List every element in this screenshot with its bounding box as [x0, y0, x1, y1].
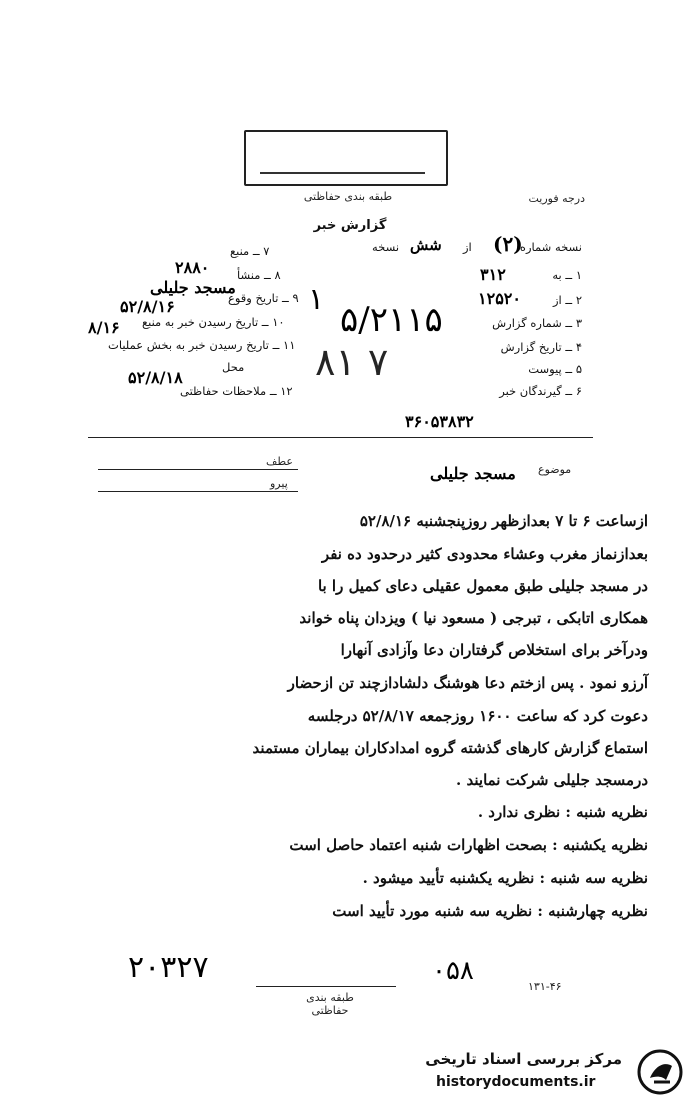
section-divider — [88, 437, 593, 438]
event-date-value: ۵۲/۸/۱۶ — [120, 297, 175, 316]
event-date-label: ۹ ــ تاریخ وقوع — [228, 291, 299, 305]
copies-of-label: از — [463, 240, 472, 254]
source-value: ۲۸۸۰ — [175, 258, 210, 277]
follow-label: پیرو — [270, 477, 288, 490]
body-line: استماع گزارش کارهای گذشته گروه امدادکاران بیماران مستمند — [252, 739, 648, 757]
footer-rule — [256, 986, 396, 987]
watermark-org-name: مرکز بررسی اسناد تاریخی — [425, 1050, 622, 1068]
body-line: بعدازنماز مغرب وعشاء محدودی کثیر درحدود ده نفر — [321, 545, 648, 563]
classification-stamp — [244, 130, 448, 186]
body-line: درمسجد جلیلی شرکت نمایند . — [456, 771, 648, 789]
body-line: دعوت کرد که ساعت ۱۶۰۰ روزجمعه ۵۲/۸/۱۷ درجلسه — [307, 707, 648, 725]
stamp-scribble — [260, 142, 425, 174]
priority-label: درجه فوریت — [528, 192, 585, 205]
body-line: ازساعت ۶ تا ۷ بعدازظهر روزپنجشنبه ۵۲/۸/۱۶ — [359, 512, 648, 530]
report-number-value: ۵/۲۱۱۵ — [340, 300, 443, 340]
body-line: در مسجد جلیلی طبق معمول عقیلی دعای کمیل را با — [317, 577, 648, 595]
origin-value: مسجد جلیلی — [150, 278, 236, 297]
from-value: ۱۲۵۲۰ — [478, 289, 521, 308]
body-line: نظریه چهارشنبه : نظریه سه شنبه مورد تأیید است — [332, 902, 648, 920]
body-line: نظریه شنبه : نظری ندارد . — [477, 803, 648, 821]
remarks-label: ۱۲ ــ ملاحظات حفاظتی — [180, 384, 293, 398]
watermark-site: historydocuments.ir — [436, 1074, 596, 1090]
receipt-ops-label: ۱۱ ــ تاریخ رسیدن خبر به بخش عملیات — [108, 338, 296, 352]
receipt-source-value: ۸/۱۶ — [88, 318, 120, 337]
handwritten-scribble: ۸۱ ۷ — [315, 340, 389, 384]
place-value: ۵۲/۸/۱۸ — [128, 368, 183, 387]
place-label: محل — [222, 360, 245, 374]
archive-logo-icon — [636, 1048, 684, 1096]
attachment-label: ۵ ــ پیوست — [528, 362, 582, 376]
report-date-label: ۴ ــ تاریخ گزارش — [500, 340, 582, 354]
form-number: ۱۳۱-۴۶ — [528, 980, 562, 993]
body-line: نظریه یکشنبه : بصحت اظهارات شنبه اعتماد حاصل است — [289, 836, 648, 854]
follow-line — [98, 491, 298, 492]
handwritten-number-left: ۲۰۳۲۷ — [128, 950, 209, 985]
copies-suffix: نسخه — [372, 240, 400, 254]
ref-label: عطف — [266, 455, 293, 468]
subject-value: مسجد جلیلی — [430, 464, 516, 483]
copy-number-label: نسخه شماره — [519, 240, 582, 254]
to-label: ۱ ــ به — [552, 268, 582, 282]
ref-line — [98, 469, 298, 470]
report-number-label: ۳ ــ شماره گزارش — [492, 316, 582, 330]
from-label: ۲ ــ از — [553, 293, 582, 307]
body-line: نظریه سه شنبه : نظریه یکشنبه تأیید میشود . — [362, 869, 648, 887]
to-value: ۳۱۲ — [480, 265, 506, 284]
page-title: گزارش خبر — [313, 218, 387, 233]
slash-mark: ١ — [308, 282, 325, 317]
classification-label-bottom: طبقه بندی حفاظتی — [306, 991, 354, 1017]
body-line: آرزو نمود . پس ازختم دعا هوشنگ دلشادازچند تن ازحضار — [287, 674, 648, 692]
body-line: همکاری اتابکی ، تبرجی ( مسعود نیا ) ویزدان پناه خواند — [299, 609, 648, 627]
recipients-label: ۶ ــ گیرندگان خبر — [499, 384, 582, 398]
copies-total: شش — [410, 236, 442, 254]
classification-label-top: طبقه بندی حفاظتی — [303, 190, 393, 203]
source-label: ۷ ــ منبع — [230, 244, 270, 258]
origin-label: ۸ ــ منشأ — [237, 268, 281, 282]
handwritten-extra: ۳۶۰۵۳۸۳۲ — [405, 412, 474, 431]
handwritten-number-mid: ۰۵۸ — [432, 956, 474, 986]
receipt-source-label: ۱۰ ــ تاریخ رسیدن خبر به منبع — [142, 315, 285, 329]
body-line: ودرآخر برای استخلاص گرفتاران دعا وآزادی آنهارا — [340, 641, 648, 659]
copy-number-value: (۲) — [493, 232, 523, 256]
subject-label: موضوع — [538, 463, 572, 476]
